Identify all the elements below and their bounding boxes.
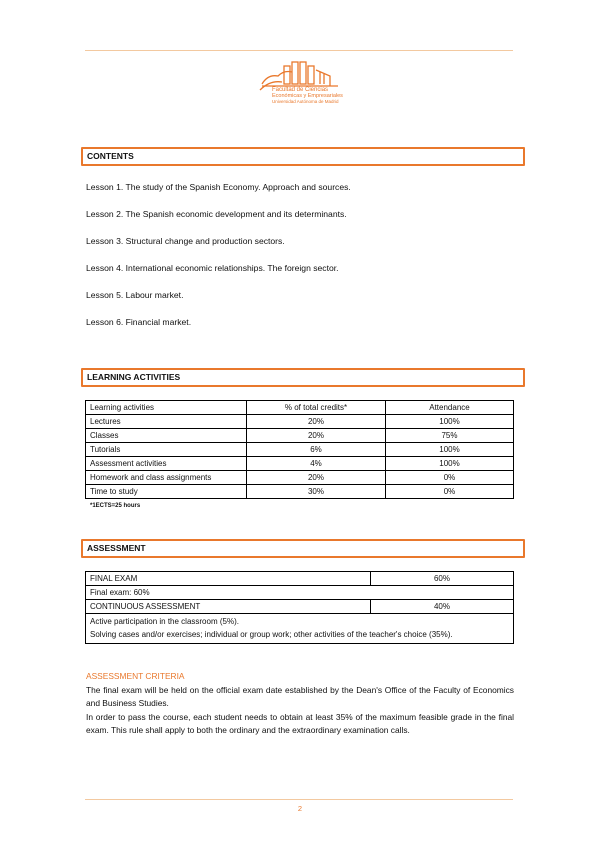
table-cell: Tutorials [86, 443, 247, 457]
contents-heading: CONTENTS [81, 147, 525, 166]
table-header-cell: Learning activities [86, 401, 247, 415]
lesson-4: Lesson 4. International economic relationships. The foreign sector. [86, 263, 339, 273]
table-cell: Classes [86, 429, 247, 443]
table-row [86, 600, 514, 614]
continuous-assessment-detail [86, 614, 514, 644]
criteria-paragraph: In order to pass the course, each student needs to obtain at least 35% of the maximum feasible grade in the final exam. This rule shall apply to both the ordinary and the extraordinary examination calls. [86, 711, 514, 736]
continuous-assessment-label: CONTINUOUS ASSESSMENT [86, 600, 371, 614]
lesson-2: Lesson 2. The Spanish economic development and its determinants. [86, 209, 347, 219]
criteria-paragraph: The final exam will be held on the official exam date established by the Dean's Office of the Faculty of Economics and Business Studies. [86, 685, 514, 709]
table-cell: Time to study [86, 485, 247, 499]
lesson-6: Lesson 6. Financial market. [86, 317, 192, 327]
table-row [86, 415, 514, 429]
lesson-1: Lesson 1. The study of the Spanish Economy. Approach and sources. [86, 182, 351, 192]
table-cell: Lectures [86, 415, 247, 429]
table-cell: 0% [386, 471, 514, 485]
table-cell: Assessment activities [86, 457, 247, 471]
footer-rule [85, 799, 513, 800]
learning-activities-table [85, 400, 514, 499]
final-exam-note: Final exam: 60% [86, 586, 514, 600]
assessment-criteria-text [86, 684, 514, 738]
table-cell: 75% [386, 429, 514, 443]
table-cell: 100% [386, 415, 514, 429]
assessment-criteria-title: ASSESSMENT CRITERIA [86, 671, 185, 681]
table-row [86, 586, 514, 600]
assessment-table [85, 571, 514, 644]
table-cell: 20% [247, 415, 386, 429]
table-cell: 6% [247, 443, 386, 457]
table-cell: 4% [247, 457, 386, 471]
logo-text: Facultad de Ciencias Económicas y Empresariales Universidad Autónoma de Madrid [272, 87, 343, 104]
continuous-detail-line-1: Active participation in the classroom (5%). [90, 617, 239, 626]
lesson-3: Lesson 3. Structural change and production sectors. [86, 236, 285, 246]
table-row [86, 429, 514, 443]
page-number: 2 [297, 804, 303, 813]
ects-footnote: *1ECTS=25 hours [90, 503, 141, 509]
lesson-5: Lesson 5. Labour market. [86, 290, 184, 300]
table-cell: 0% [386, 485, 514, 499]
table-cell: 20% [247, 429, 386, 443]
table-row [86, 457, 514, 471]
table-row [86, 471, 514, 485]
table-cell: 20% [247, 471, 386, 485]
final-exam-value: 60% [371, 572, 514, 586]
table-row [86, 572, 514, 586]
table-header-row [86, 401, 514, 415]
continuous-detail-line-2: Solving cases and/or exercises; individual or group work; other activities of the teacher's choice (35%). [90, 629, 453, 639]
table-header-cell: Attendance [386, 401, 514, 415]
continuous-assessment-value: 40% [371, 600, 514, 614]
table-row [86, 443, 514, 457]
table-row [86, 485, 514, 499]
table-cell: 30% [247, 485, 386, 499]
learning-activities-heading: LEARNING ACTIVITIES [81, 368, 525, 387]
table-row [86, 614, 514, 644]
header-rule [85, 50, 513, 51]
assessment-heading: ASSESSMENT [81, 539, 525, 558]
table-header-cell: % of total credits* [247, 401, 386, 415]
table-cell: 100% [386, 457, 514, 471]
final-exam-label: FINAL EXAM [86, 572, 371, 586]
table-cell: Homework and class assignments [86, 471, 247, 485]
table-cell: 100% [386, 443, 514, 457]
